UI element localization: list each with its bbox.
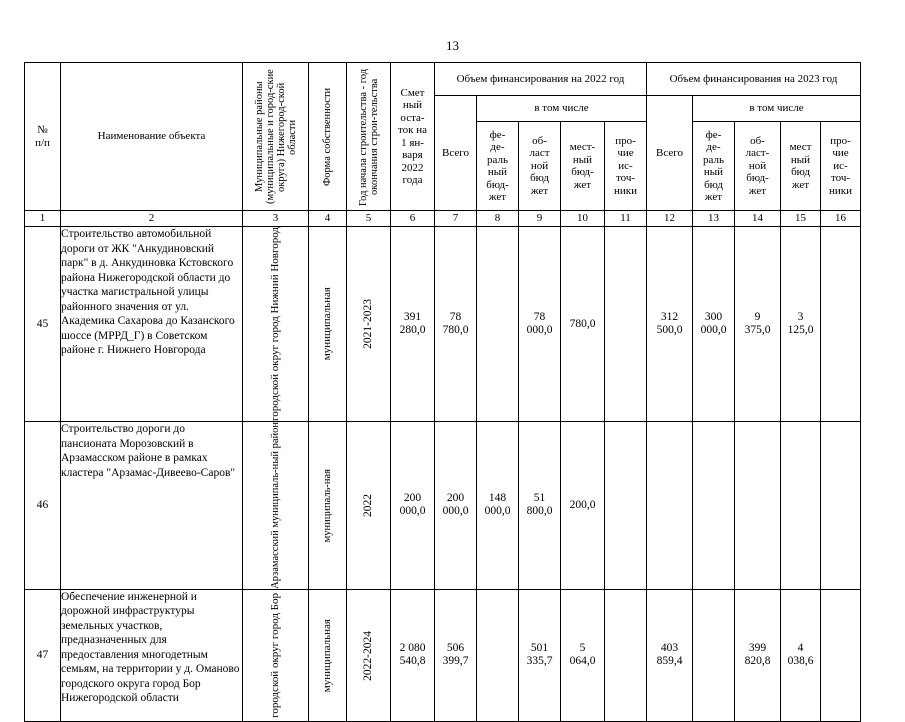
fed-2022	[477, 227, 519, 422]
column-number: 16	[821, 211, 861, 227]
header-ownership-text: Форма собственности	[322, 87, 333, 186]
fed-2022	[477, 589, 519, 721]
years-cell	[347, 422, 391, 590]
years-cell	[347, 589, 391, 721]
column-number: 8	[477, 211, 519, 227]
object-name: Строительство автомобильной дороги от ЖК "Анкудиновский парк" в д. Анкудиновка Кстовского района Нижегородской области до участка магистральной улицы районного значения от ул. Академика Сахарова до Казанского шоссе (МРРД_Г) в Советском районе г. Нижнего Новгорода	[61, 227, 243, 422]
ownership-cell	[309, 227, 347, 422]
estimate-value: 2 080 540,8	[391, 589, 435, 721]
header-incl-2022: в том числе	[477, 96, 647, 122]
other-2023	[821, 589, 861, 721]
total-2023	[647, 422, 693, 590]
years-text: 2021-2023	[362, 299, 374, 349]
column-number: 9	[519, 211, 561, 227]
column-number: 1	[25, 211, 61, 227]
column-number: 14	[735, 211, 781, 227]
header-district-text: Муниципальные районы (муниципальные и город-ские округа) Нижегород-ской области	[253, 69, 298, 204]
estimate-value: 391 280,0	[391, 227, 435, 422]
ownership-text: муниципальная	[321, 287, 333, 361]
district-text: городской округ город Бор	[269, 592, 281, 718]
header-obl-2022: об- ласт ной бюд жет	[519, 122, 561, 211]
header-total-2023: Всего	[647, 96, 693, 211]
header-total-2022: Всего	[435, 96, 477, 211]
column-number: 4	[309, 211, 347, 227]
other-2022	[605, 227, 647, 422]
column-number: 12	[647, 211, 693, 227]
column-number: 10	[561, 211, 605, 227]
table-row	[25, 227, 861, 422]
local-2022: 5 064,0	[561, 589, 605, 721]
obl-2023	[735, 422, 781, 590]
total-2022: 78 780,0	[435, 227, 477, 422]
table-row	[25, 422, 861, 590]
fed-2023	[693, 589, 735, 721]
district-cell	[243, 227, 309, 422]
obl-2022: 78 000,0	[519, 227, 561, 422]
district-text: Арзамасский муниципаль-ный район	[269, 422, 281, 589]
row-number: 45	[25, 227, 61, 422]
ownership-text: муниципальная	[321, 618, 333, 693]
column-number: 5	[347, 211, 391, 227]
header-years-text: Год начала строительства - год окончания строи-тельства	[357, 67, 380, 206]
column-number: 6	[391, 211, 435, 227]
years-text: 2022	[362, 493, 374, 517]
other-2022	[605, 589, 647, 721]
header-fin-2023: Объем финансирования на 2023 год	[647, 63, 861, 96]
column-number-row	[25, 211, 861, 227]
total-2022: 506 399,7	[435, 589, 477, 721]
row-number: 46	[25, 422, 61, 590]
ownership-cell	[309, 422, 347, 590]
header-other-2022: про- чие ис- точ- ники	[605, 122, 647, 211]
column-number: 15	[781, 211, 821, 227]
total-2023: 403 859,4	[647, 589, 693, 721]
fed-2023: 300 000,0	[693, 227, 735, 422]
column-number: 7	[435, 211, 477, 227]
header-fed-2023: фе- де- раль ный бюд жет	[693, 122, 735, 211]
header-ownership	[309, 63, 347, 211]
district-cell	[243, 589, 309, 721]
other-2023	[821, 227, 861, 422]
header-name: Наименование объекта	[61, 63, 243, 211]
row-number: 47	[25, 589, 61, 721]
estimate-value: 200 000,0	[391, 422, 435, 590]
ownership-text: муниципаль-ная	[321, 468, 333, 543]
other-2023	[821, 422, 861, 590]
header-other-2023: про- чие ис- точ- ники	[821, 122, 861, 211]
header-incl-2023: в том числе	[693, 96, 861, 122]
table-row	[25, 589, 861, 721]
years-cell	[347, 227, 391, 422]
total-2023: 312 500,0	[647, 227, 693, 422]
obl-2023: 399 820,8	[735, 589, 781, 721]
header-fin-2022: Объем финансирования на 2022 год	[435, 63, 647, 96]
header-fed-2022: фе- де- раль ный бюд- жет	[477, 122, 519, 211]
district-cell	[243, 422, 309, 590]
local-2023: 3 125,0	[781, 227, 821, 422]
object-name: Обеспечение инженерной и дорожной инфраструктуры земельных участков, предназначенных для предоставления многодетным семьям, на территории у д. Оманово городского округа город Бор Нижегородской области	[61, 589, 243, 721]
fed-2022: 148 000,0	[477, 422, 519, 590]
header-local-2023: мест ный бюд жет	[781, 122, 821, 211]
column-number: 13	[693, 211, 735, 227]
local-2022: 200,0	[561, 422, 605, 590]
header-local-2022: мест- ный бюд- жет	[561, 122, 605, 211]
ownership-cell	[309, 589, 347, 721]
local-2022: 780,0	[561, 227, 605, 422]
obl-2022: 501 335,7	[519, 589, 561, 721]
other-2022	[605, 422, 647, 590]
years-text: 2022-2024	[362, 630, 374, 681]
local-2023	[781, 422, 821, 590]
object-name: Строительство дороги до пансионата Морозовский в Арзамасском районе в рамках кластера "Арзамас-Дивеево-Саров"	[61, 422, 243, 590]
column-number: 3	[243, 211, 309, 227]
total-2022: 200 000,0	[435, 422, 477, 590]
district-text: городской округ город Нижний Новгород	[269, 227, 281, 422]
column-number: 2	[61, 211, 243, 227]
header-district	[243, 63, 309, 211]
header-estimate: Смет ный оста- ток на 1 ян- варя 2022 года	[391, 63, 435, 211]
local-2023: 4 038,6	[781, 589, 821, 721]
header-obl-2023: об- ласт- ной бюд- жет	[735, 122, 781, 211]
header-years	[347, 63, 391, 211]
header-num: № п/п	[25, 63, 61, 211]
fed-2023	[693, 422, 735, 590]
obl-2023: 9 375,0	[735, 227, 781, 422]
page-number: 13	[446, 38, 459, 53]
financing-table	[24, 62, 861, 722]
obl-2022: 51 800,0	[519, 422, 561, 590]
column-number: 11	[605, 211, 647, 227]
